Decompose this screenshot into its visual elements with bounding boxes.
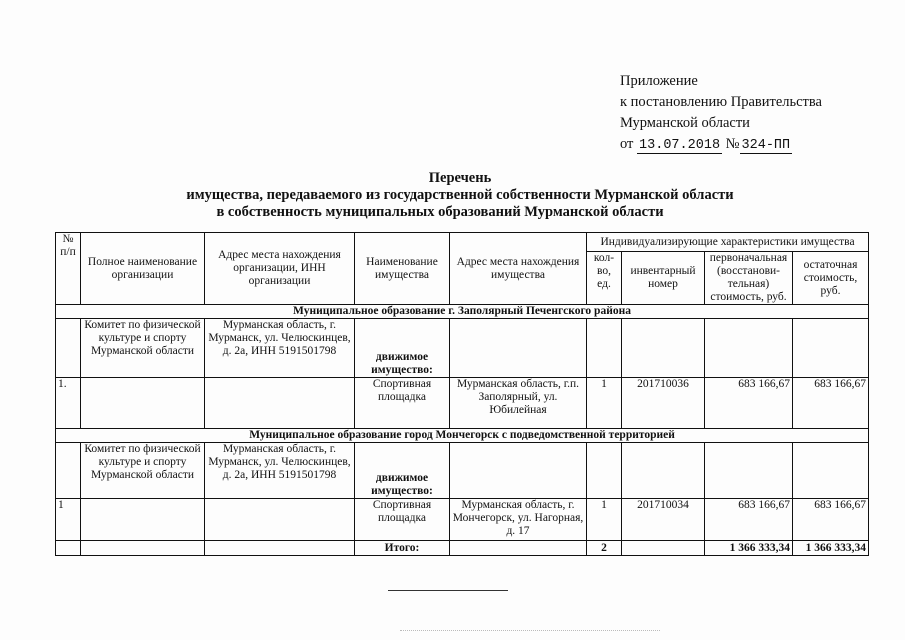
- resolution-number: 324-ПП: [741, 138, 791, 153]
- appendix-block: [620, 71, 822, 155]
- total-residual-cost: 1 366 333,34: [793, 541, 869, 556]
- date-prefix: от: [620, 136, 634, 152]
- header-inventory: инвентарный номер: [622, 252, 705, 305]
- header-num: № п/п: [56, 233, 81, 305]
- item-inventory: 201710034: [622, 499, 705, 541]
- org-name: Комитет по физической культуре и спорту Мурманской области: [81, 319, 205, 378]
- table-row: [56, 499, 869, 541]
- item-address: Мурманская область, г.п. Заполярный, ул. Юбилейная: [450, 378, 587, 429]
- property-table: [55, 232, 869, 556]
- item-initial-cost: 683 166,67: [705, 378, 793, 429]
- property-category: движимое имущество:: [355, 443, 450, 499]
- header-property-name: Наименование имущества: [355, 233, 450, 305]
- total-row: [56, 541, 869, 556]
- item-num: 1: [56, 499, 81, 541]
- item-residual-cost: 683 166,67: [793, 499, 869, 541]
- signature-divider: [388, 590, 508, 591]
- header-qty: кол-во, ед.: [587, 252, 622, 305]
- item-inventory: 201710036: [622, 378, 705, 429]
- org-address: Мурманская область, г. Мурманск, ул. Челюскинцев, д. 2а, ИНН 5191501798: [205, 443, 355, 499]
- section-title: Муниципальное образование г. Заполярный Печенгского района: [56, 305, 869, 319]
- header-residual-cost: остаточная стоимость, руб.: [793, 252, 869, 305]
- header-row-1: [56, 233, 869, 252]
- section-title: Муниципальное образование город Мончегорск с подведомственной территорией: [56, 429, 869, 443]
- title-line-3: в собственность муниципальных образований Мурманской области: [216, 204, 664, 220]
- appendix-label: Приложение: [620, 73, 698, 89]
- item-initial-cost: 683 166,67: [705, 499, 793, 541]
- item-name: Спортивная площадка: [355, 499, 450, 541]
- scan-artifact-line: [400, 630, 660, 631]
- item-qty: 1: [587, 378, 622, 429]
- item-qty: 1: [587, 499, 622, 541]
- title-line-2: имущества, передаваемого из государственной собственности Мурманской области: [186, 187, 734, 203]
- item-residual-cost: 683 166,67: [793, 378, 869, 429]
- table-row: [56, 378, 869, 429]
- property-category: движимое имущество:: [355, 319, 450, 378]
- appendix-region: Мурманской области: [620, 115, 750, 131]
- total-qty: 2: [587, 541, 622, 556]
- appendix-resolution: к постановлению Правительства: [620, 94, 822, 110]
- resolution-date: 13.07.2018: [639, 138, 721, 153]
- document-title: [100, 170, 820, 221]
- header-org-name: Полное наименование организации: [81, 233, 205, 305]
- total-initial-cost: 1 366 333,34: [705, 541, 793, 556]
- header-org-address: Адрес места нахождения организации, ИНН организации: [205, 233, 355, 305]
- header-characteristics-group: Индивидуализирующие характеристики имущества: [587, 233, 869, 252]
- section-row: [56, 429, 869, 443]
- appendix-date-line: [620, 134, 822, 155]
- organization-row: [56, 443, 869, 499]
- header-initial-cost: первоначальная (восстанови-тельная) стоимость, руб.: [705, 252, 793, 305]
- number-prefix: №: [725, 136, 740, 152]
- item-name: Спортивная площадка: [355, 378, 450, 429]
- section-row: [56, 305, 869, 319]
- organization-row: [56, 319, 869, 378]
- title-line-1: Перечень: [428, 170, 492, 186]
- header-property-address: Адрес места нахождения имущества: [450, 233, 587, 305]
- item-num: 1.: [56, 378, 81, 429]
- org-name: Комитет по физической культуре и спорту Мурманской области: [81, 443, 205, 499]
- org-address: Мурманская область, г. Мурманск, ул. Челюскинцев, д. 2а, ИНН 5191501798: [205, 319, 355, 378]
- item-address: Мурманская область, г. Мончегорск, ул. Нагорная, д. 17: [450, 499, 587, 541]
- total-label: Итого:: [355, 541, 450, 556]
